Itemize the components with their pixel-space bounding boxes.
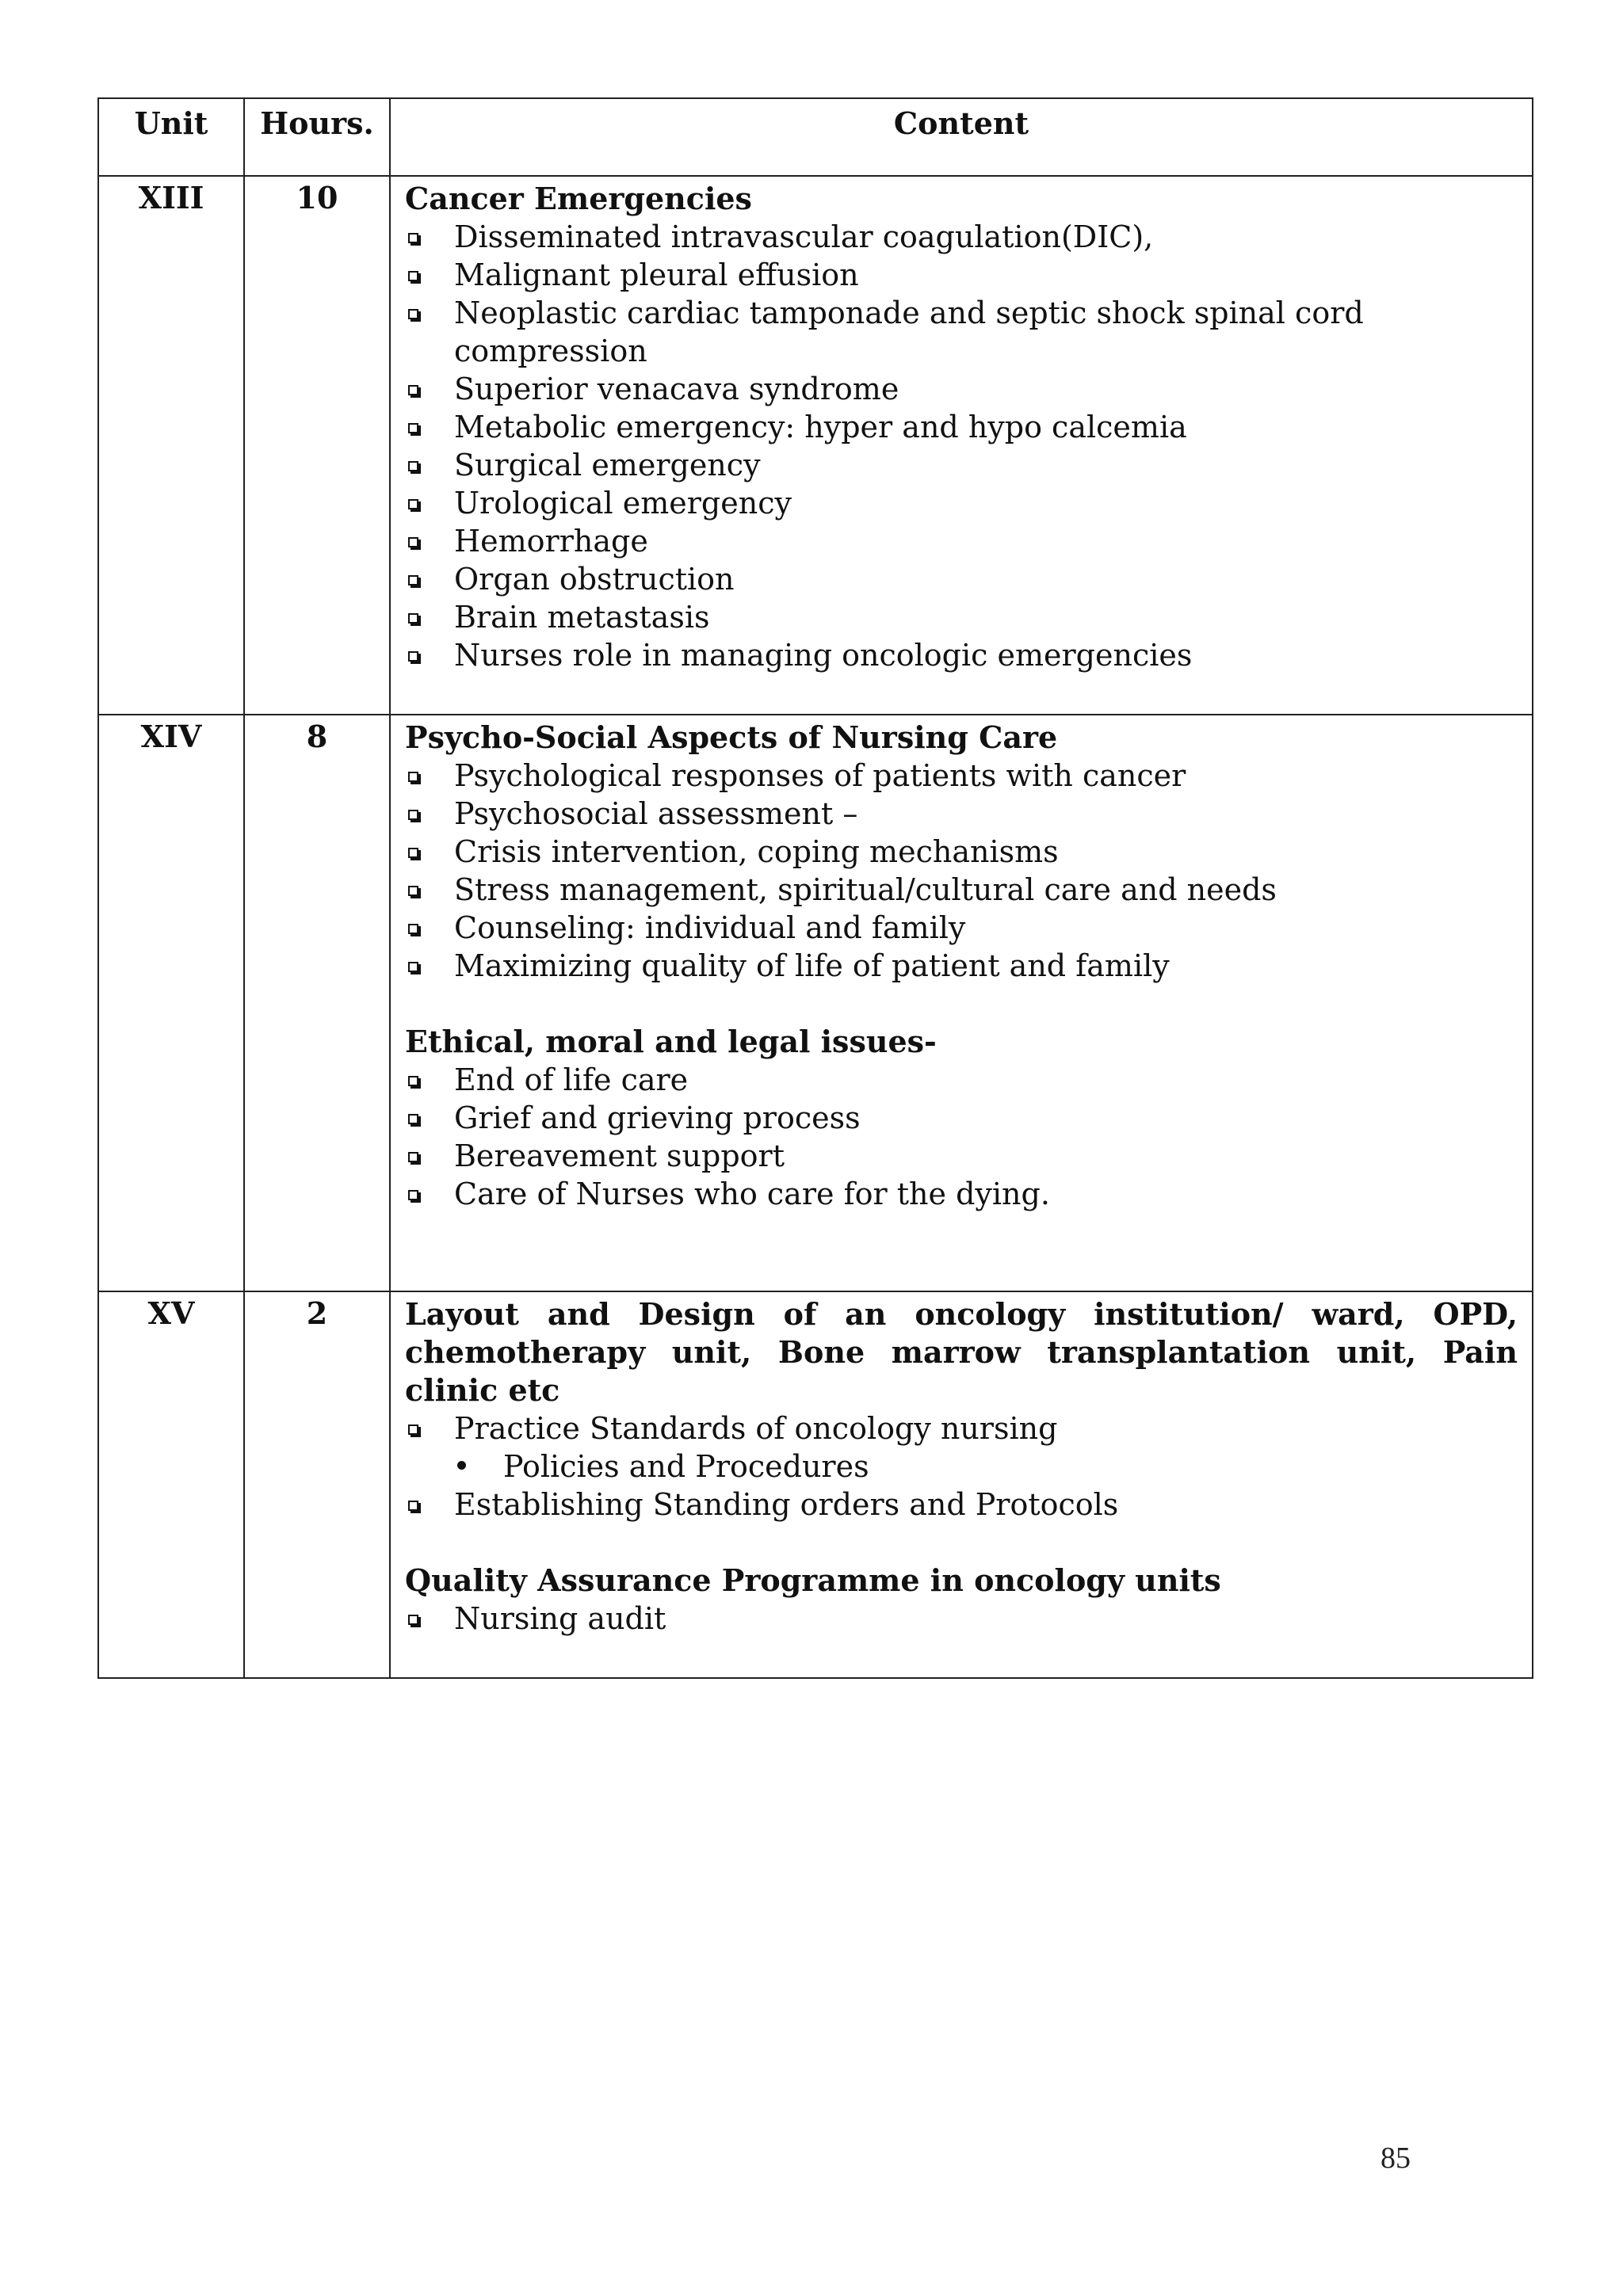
table-row	[98, 715, 1533, 1291]
checkbox-square-icon	[408, 924, 418, 934]
checkbox-square-icon	[408, 575, 418, 585]
checkbox-square-icon	[408, 886, 418, 896]
list-item: Superior venacava syndrome	[405, 370, 1518, 408]
list-item: Disseminated intravascular coagulation(DIC),	[405, 218, 1518, 256]
topic-list	[405, 1409, 1518, 1524]
hours-cell: 8	[244, 715, 390, 1291]
checkbox-square-icon	[408, 1501, 418, 1511]
list-item: End of life care	[405, 1061, 1518, 1099]
list-item: Urological emergency	[405, 484, 1518, 522]
list-item: Nursing audit	[405, 1600, 1518, 1638]
checkbox-square-icon	[408, 962, 418, 972]
unit-cell: XIII	[98, 176, 244, 715]
list-item: Hemorrhage	[405, 522, 1518, 560]
checkbox-square-icon	[408, 651, 418, 662]
list-item: Stress management, spiritual/cultural care and needs	[405, 871, 1518, 909]
list-item: Psychological responses of patients with cancer	[405, 757, 1518, 795]
topic-list	[405, 218, 1518, 674]
content-cell	[390, 1291, 1533, 1678]
topic-list	[405, 1061, 1518, 1213]
sub-list	[454, 1447, 1518, 1486]
section-heading: Cancer Emergencies	[405, 181, 752, 216]
section-heading: Psycho-Social Aspects of Nursing Care	[405, 719, 1058, 755]
checkbox-square-icon	[408, 271, 418, 281]
list-item: Practice Standards of oncology nursing Policies and Procedures	[405, 1409, 1518, 1486]
checkbox-square-icon	[408, 1114, 418, 1124]
list-item: Bereavement support	[405, 1137, 1518, 1175]
checkbox-square-icon	[408, 537, 418, 547]
checkbox-square-icon	[408, 1152, 418, 1162]
checkbox-square-icon	[408, 461, 418, 471]
checkbox-square-icon	[408, 499, 418, 509]
unit-cell: XV	[98, 1291, 244, 1678]
header-row	[98, 98, 1533, 176]
list-item: Psychosocial assessment –	[405, 795, 1518, 833]
list-item: Care of Nurses who care for the dying.	[405, 1175, 1518, 1213]
spacer	[405, 985, 1518, 1023]
checkbox-square-icon	[408, 385, 418, 395]
topic-list	[405, 1600, 1518, 1638]
hours-cell: 10	[244, 176, 390, 715]
list-item: Metabolic emergency: hyper and hypo calcemia	[405, 408, 1518, 446]
list-item: Grief and grieving process	[405, 1099, 1518, 1137]
sub-list-item: Policies and Procedures	[454, 1447, 1518, 1486]
checkbox-square-icon	[408, 772, 418, 782]
page-number: 85	[1381, 2142, 1411, 2175]
section-heading: Quality Assurance Programme in oncology units	[405, 1562, 1221, 1598]
checkbox-square-icon	[408, 1190, 418, 1200]
header-content: Content	[390, 98, 1533, 176]
checkbox-square-icon	[408, 423, 418, 433]
checkbox-square-icon	[408, 1615, 418, 1625]
header-unit: Unit	[98, 98, 244, 176]
checkbox-square-icon	[408, 810, 418, 820]
spacer	[405, 1524, 1518, 1562]
checkbox-square-icon	[408, 233, 418, 243]
content-cell	[390, 176, 1533, 715]
table-row	[98, 1291, 1533, 1678]
content-cell	[390, 715, 1533, 1291]
syllabus-table	[97, 97, 1533, 1679]
checkbox-square-icon	[408, 1076, 418, 1086]
list-item: Counseling: individual and family	[405, 909, 1518, 947]
list-item: Brain metastasis	[405, 598, 1518, 636]
topic-list	[405, 757, 1518, 985]
list-item: Maximizing quality of life of patient and family	[405, 947, 1518, 985]
checkbox-square-icon	[408, 1425, 418, 1435]
list-item: Crisis intervention, coping mechanisms	[405, 833, 1518, 871]
unit-cell: XIV	[98, 715, 244, 1291]
section-heading: Ethical, moral and legal issues-	[405, 1024, 937, 1059]
list-item: Neoplastic cardiac tamponade and septic shock spinal cord compression	[405, 294, 1518, 370]
list-item: Organ obstruction	[405, 560, 1518, 598]
list-item: Surgical emergency	[405, 446, 1518, 484]
section-heading: Layout and Design of an oncology institution/ ward, OPD, chemotherapy unit, Bone marrow transplantation unit, Pain clinic etc	[405, 1296, 1518, 1408]
hours-cell: 2	[244, 1291, 390, 1678]
checkbox-square-icon	[408, 613, 418, 624]
checkbox-square-icon	[408, 309, 418, 319]
list-item: Nurses role in managing oncologic emergencies	[405, 636, 1518, 674]
list-item: Malignant pleural effusion	[405, 256, 1518, 294]
checkbox-square-icon	[408, 848, 418, 858]
list-item: Establishing Standing orders and Protocols	[405, 1486, 1518, 1524]
filled-dot-icon	[457, 1461, 466, 1470]
header-hours: Hours.	[244, 98, 390, 176]
table-row	[98, 176, 1533, 715]
